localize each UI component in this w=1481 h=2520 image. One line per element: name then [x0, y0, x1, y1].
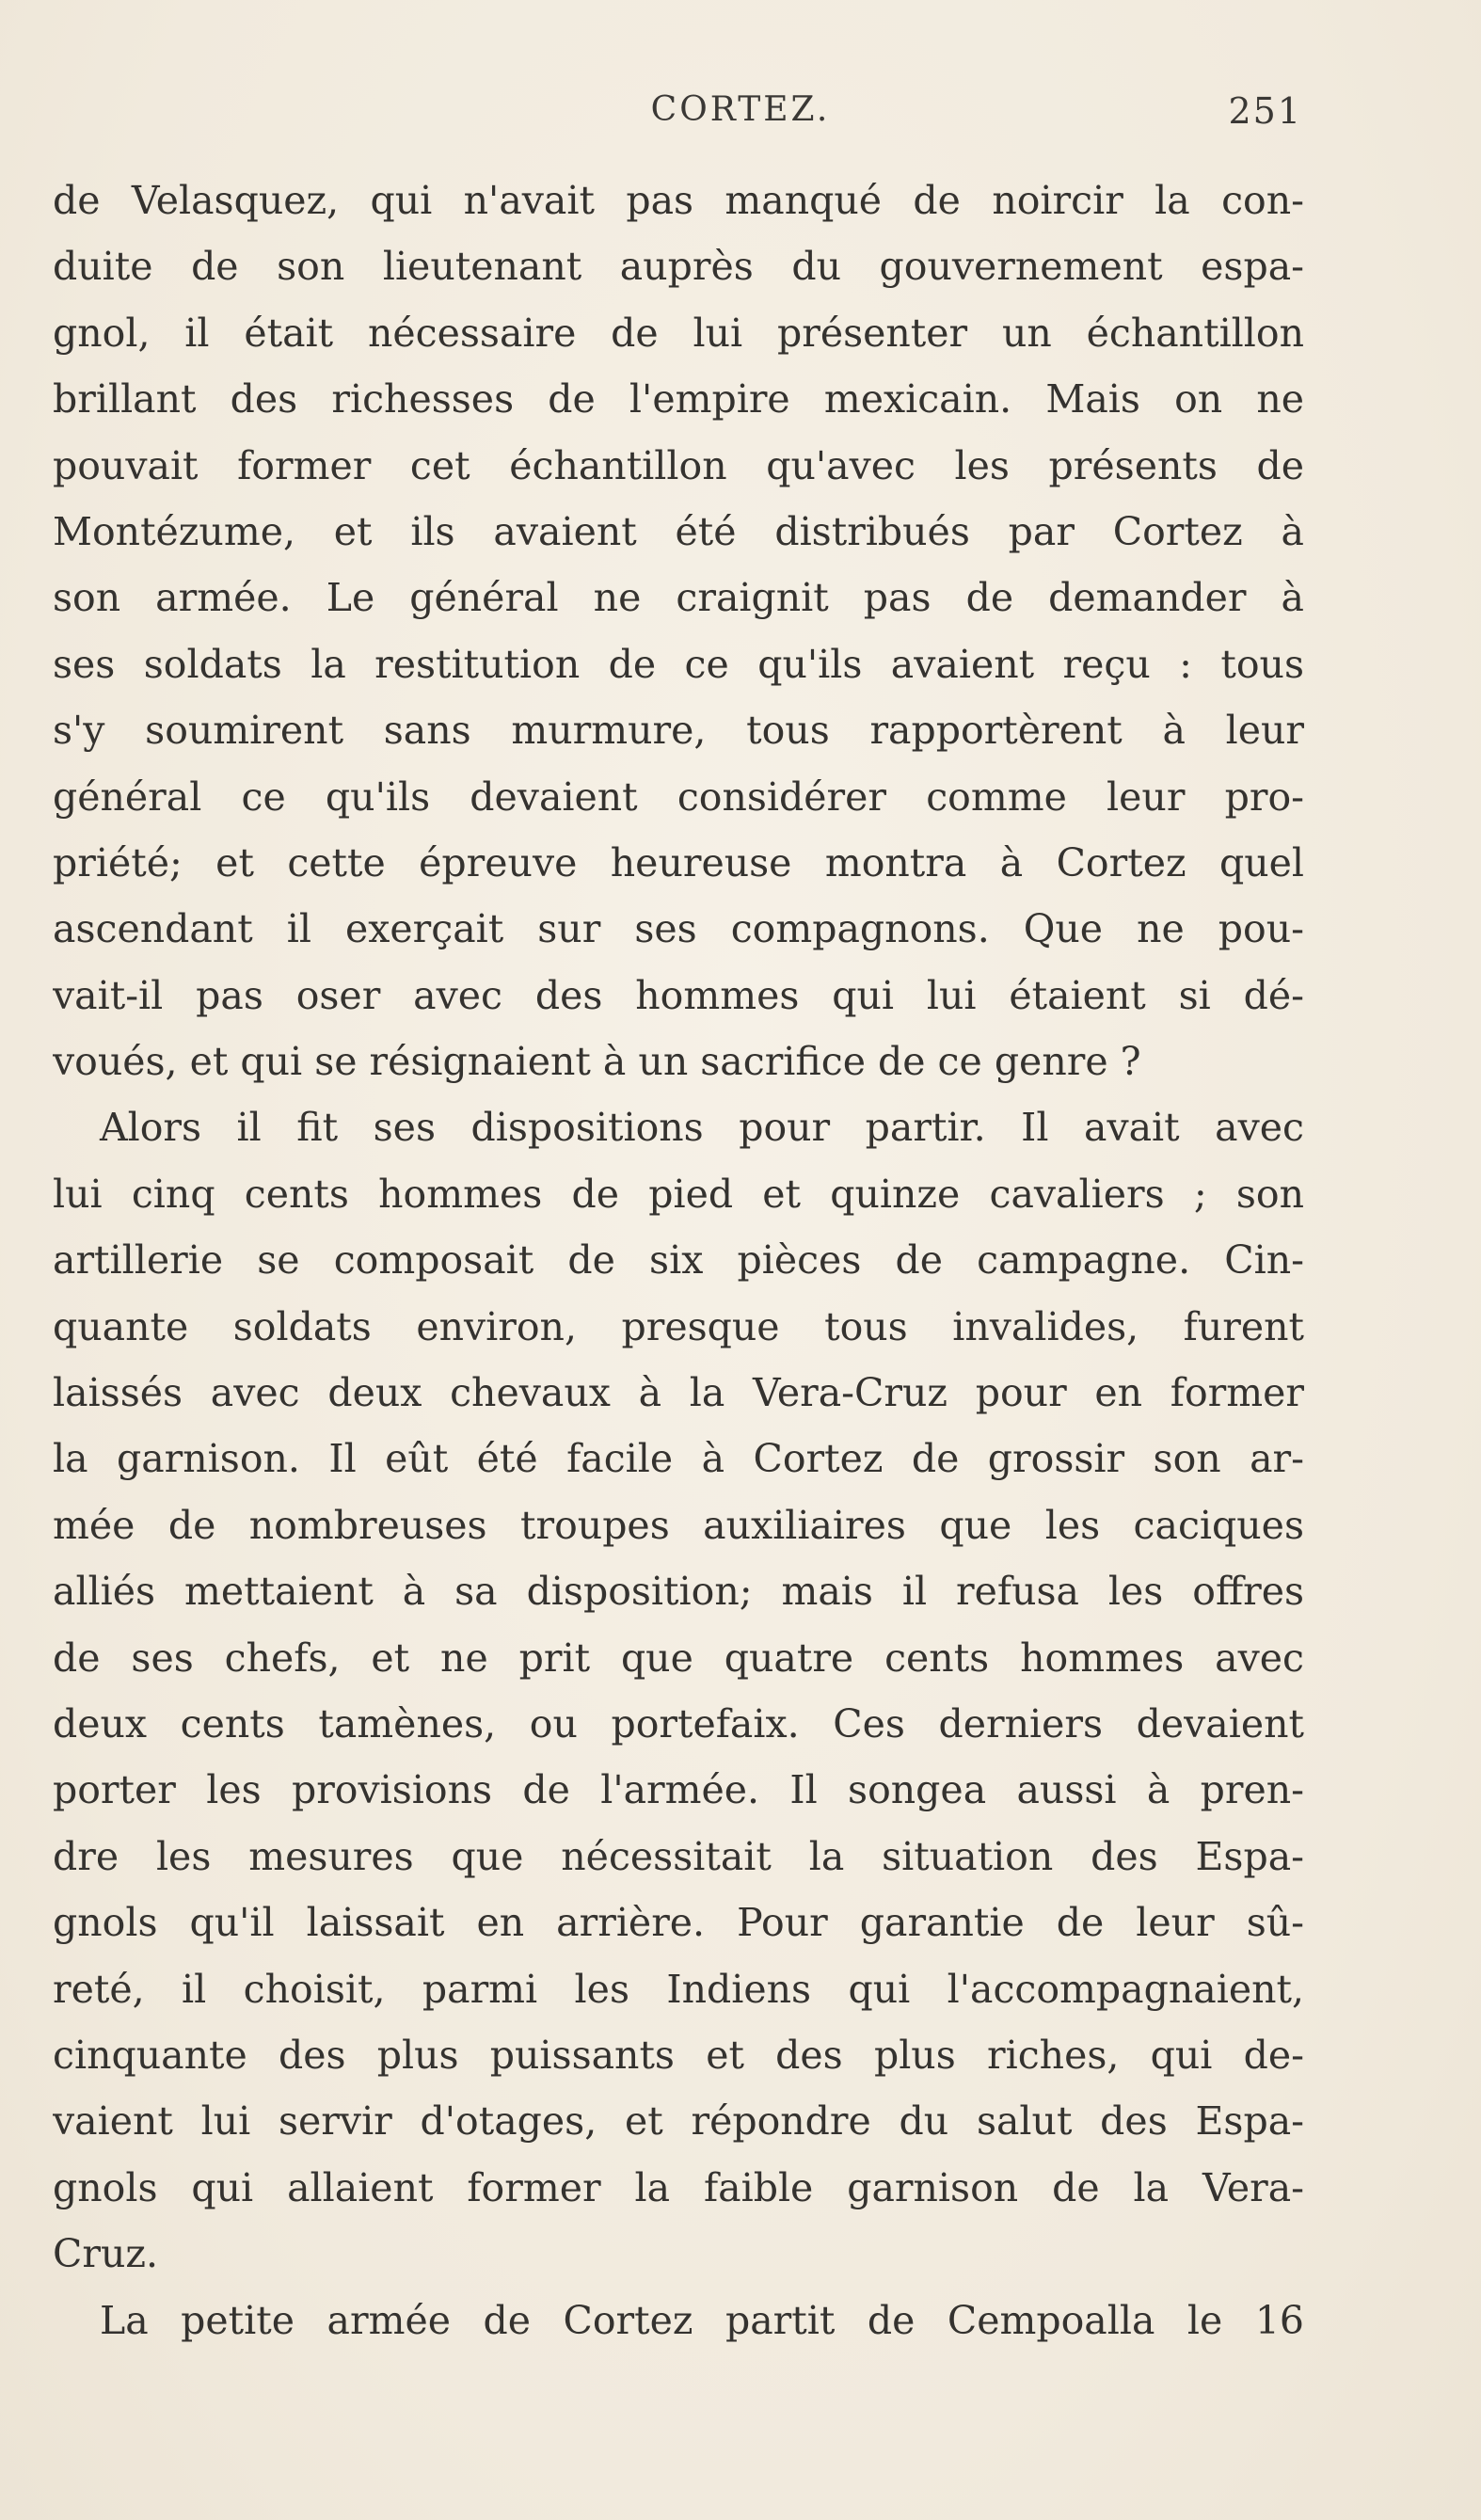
text-line: cinquante des plus puissants et des plus riches, qui de-	[53, 2032, 1304, 2078]
text-line: ses soldats la restitution de ce qu'ils avaient reçu : tous	[53, 641, 1304, 687]
text-line: lui cinq cents hommes de pied et quinze cavaliers ; son	[53, 1171, 1304, 1217]
text-line: laissés avec deux chevaux à la Vera-Cruz pour en former	[53, 1370, 1304, 1416]
page-header	[0, 90, 1481, 147]
paragraph	[53, 167, 1304, 1094]
text-line: la garnison. Il eût été facile à Cortez de grossir son ar-	[53, 1436, 1304, 1482]
page-number: 251	[1228, 90, 1302, 132]
text-line: dre les mesures que nécessitait la situation des Espa-	[53, 1833, 1304, 1879]
text-line: gnols qu'il laissait en arrière. Pour garantie de leur sû-	[53, 1900, 1304, 1946]
text-line: reté, il choisit, parmi les Indiens qui l'accompagnaient,	[53, 1966, 1304, 2012]
text-line: de Velasquez, qui n'avait pas manqué de noircir la con-	[53, 178, 1304, 223]
text-line: gnol, il était nécessaire de lui présenter un échantillon	[53, 310, 1304, 356]
running-title: CORTEZ.	[650, 90, 831, 129]
text-line: voués, et qui se résignaient à un sacrifice de ce genre ?	[53, 1039, 1141, 1085]
text-line: Alors il fit ses dispositions pour partir. Il avait avec	[100, 1105, 1304, 1151]
text-line: Cruz.	[53, 2231, 159, 2277]
text-line: Montézume, et ils avaient été distribués par Cortez à	[53, 508, 1304, 554]
text-line: porter les provisions de l'armée. Il songea aussi à pren-	[53, 1767, 1304, 1813]
text-line: mée de nombreuses troupes auxiliaires que les caciques	[53, 1502, 1304, 1548]
text-line: duite de son lieutenant auprès du gouvernement espa-	[53, 244, 1304, 290]
paragraph	[53, 1094, 1304, 2287]
paragraph	[53, 2288, 1304, 2353]
text-line: vaient lui servir d'otages, et répondre du salut des Espa-	[53, 2098, 1304, 2145]
text-line: gnols qui allaient former la faible garnison de la Vera-	[53, 2164, 1304, 2210]
text-line: priété; et cette épreuve heureuse montra à Cortez quel	[53, 839, 1304, 885]
text-line: La petite armée de Cortez partit de Cempoalla le 16	[100, 2297, 1304, 2343]
body-text	[53, 167, 1304, 2353]
text-line: ascendant il exerçait sur ses compagnons. Que ne pou-	[53, 906, 1304, 952]
text-line: s'y soumirent sans murmure, tous rapportèrent à leur	[53, 708, 1304, 754]
text-line: vait-il pas oser avec des hommes qui lui étaient si dé-	[53, 972, 1304, 1018]
text-line: pouvait former cet échantillon qu'avec les présents de	[53, 442, 1304, 488]
text-line: deux cents tamènes, ou portefaix. Ces derniers devaient	[53, 1700, 1304, 1746]
text-line: général ce qu'ils devaient considérer comme leur pro-	[53, 774, 1304, 820]
text-line: quante soldats environ, presque tous invalides, furent	[53, 1303, 1304, 1349]
text-line: brillant des richesses de l'empire mexicain. Mais on ne	[53, 376, 1304, 423]
text-line: artillerie se composait de six pièces de campagne. Cin-	[53, 1237, 1304, 1284]
text-line: de ses chefs, et ne prit que quatre cents hommes avec	[53, 1635, 1304, 1681]
text-line: alliés mettaient à sa disposition; mais il refusa les offres	[53, 1569, 1304, 1615]
text-line: son armée. Le général ne craignit pas de demander à	[53, 575, 1304, 621]
